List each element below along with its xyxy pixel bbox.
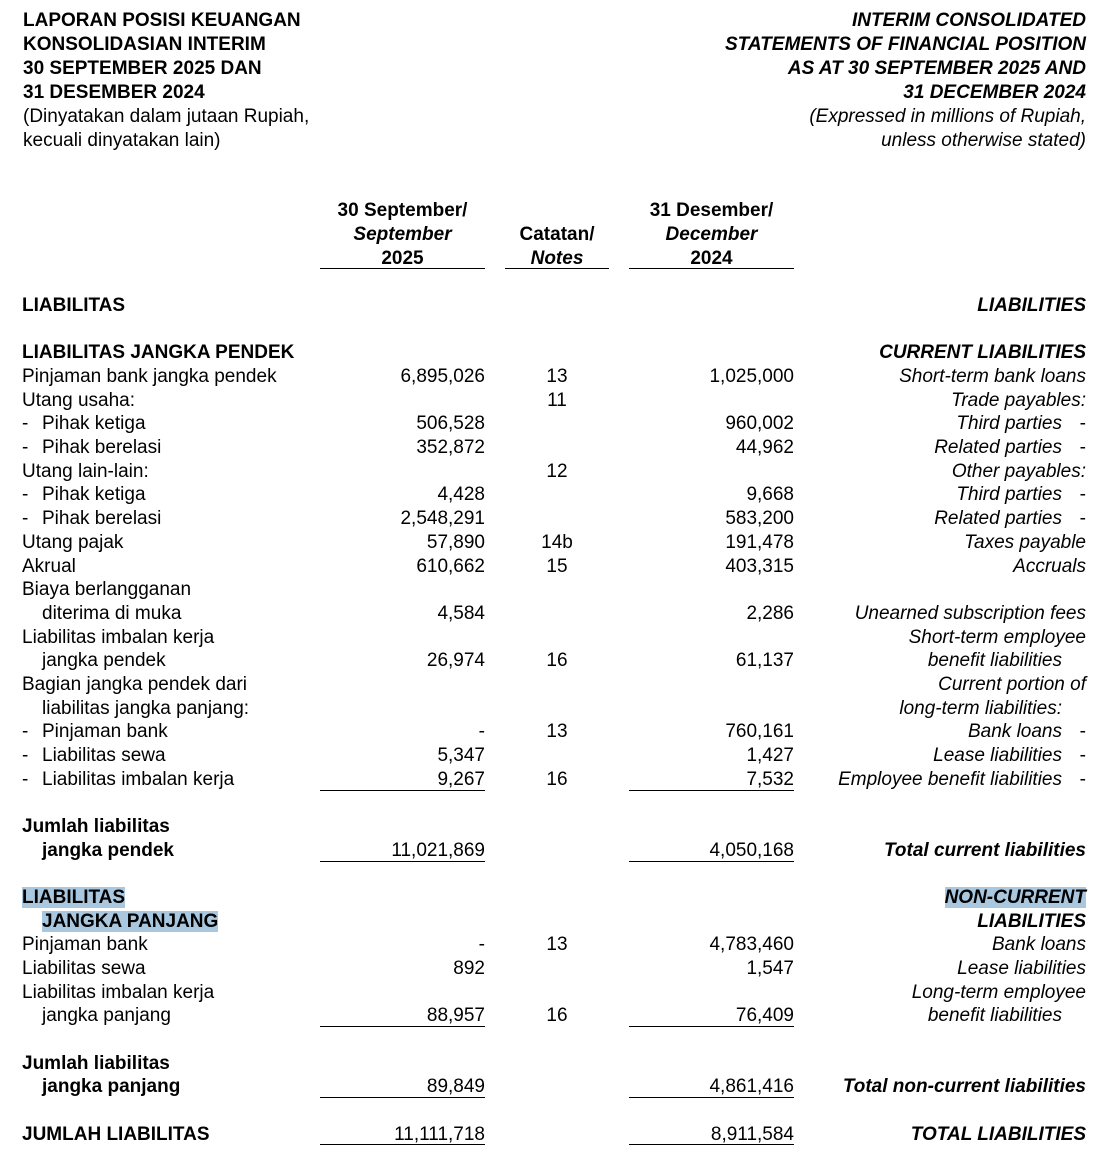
row-label-id: Pihak ketiga (42, 413, 146, 434)
dash-marker: - (1079, 721, 1086, 742)
header-left-title-2: KONSOLIDASIAN INTERIM (23, 34, 266, 55)
section-noncurrent-id-cont (42, 910, 218, 933)
col-2024-header-rule (629, 268, 794, 269)
total-rule-2025 (320, 861, 485, 862)
value-2024: 760,161 (725, 721, 794, 742)
header-right-title-1: INTERIM CONSOLIDATED (852, 10, 1086, 31)
total-rule-2025 (320, 1097, 485, 1098)
dash-marker: - (1079, 437, 1086, 458)
row-label-id: Liabilitas sewa (22, 958, 146, 979)
row-label-en: Related parties (934, 508, 1062, 529)
row-label-en-cont: benefit liabilities (927, 650, 1062, 671)
value-2024: 1,547 (746, 958, 794, 979)
row-label-id: Utang usaha: (22, 390, 136, 411)
row-label-id: Jumlah liabilitas (22, 816, 170, 837)
header-right-note-2: unless otherwise stated) (881, 130, 1086, 151)
row-label-en: Lease liabilities (933, 745, 1062, 766)
row-label-en: Short-term employee (908, 627, 1086, 648)
dash-marker: - (22, 437, 29, 458)
row-label-id: Liabilitas sewa (42, 745, 166, 766)
section-noncurrent-id (22, 886, 125, 909)
col-notes-header-rule (505, 268, 609, 269)
row-label-id-cont: diterima di muka (42, 603, 182, 624)
row-label-id: JUMLAH LIABILITAS (22, 1124, 210, 1145)
subtotal-rule-2025 (320, 1026, 485, 1027)
subtotal-rule-2024 (629, 790, 794, 791)
dash-marker: - (1079, 484, 1086, 505)
col-2025-header-line2: September (353, 224, 452, 245)
dash-marker: - (1079, 413, 1086, 434)
row-label-en-cont: long-term liabilities: (899, 698, 1062, 719)
value-2024: 61,137 (735, 650, 794, 671)
header-right-note-1: (Expressed in millions of Rupiah, (809, 106, 1086, 127)
header-right-title-2: STATEMENTS OF FINANCIAL POSITION (725, 34, 1086, 55)
total-value-2024: 4,861,416 (709, 1076, 794, 1097)
dash-marker: - (22, 484, 29, 505)
row-label-id: Pihak berelasi (42, 508, 162, 529)
subtotal-rule-2024 (629, 1026, 794, 1027)
row-label-en: Long-term employee (911, 982, 1086, 1003)
row-label-id-cont: liabilitas jangka panjang: (42, 698, 250, 719)
grand-total-rule-2024 (629, 1144, 794, 1145)
value-2024: 403,315 (725, 556, 794, 577)
value-2025: 26,974 (426, 650, 485, 671)
total-rule-2024 (629, 1097, 794, 1098)
header-right-title-4: 31 DECEMBER 2024 (903, 82, 1086, 103)
col-2024-header-line1: 31 Desember/ (649, 200, 774, 221)
row-label-en-cont: benefit liabilities (927, 1005, 1062, 1026)
row-label-id: Pinjaman bank jangka pendek (22, 366, 277, 387)
row-label-id-cont: jangka panjang (42, 1076, 181, 1097)
row-label-id: Liabilitas imbalan kerja (22, 982, 215, 1003)
value-2025: 5,347 (437, 745, 485, 766)
value-2025: 9,267 (437, 769, 485, 790)
row-label-id-cont: jangka pendek (42, 650, 166, 671)
value-2025: - (478, 721, 485, 742)
row-label-id: Akrual (22, 556, 76, 577)
value-2025: 892 (453, 958, 485, 979)
row-label-id: Pinjaman bank (22, 934, 148, 955)
row-label-en: Total current liabilities (883, 840, 1086, 861)
dash-marker: - (22, 745, 29, 766)
row-label-id: Liabilitas imbalan kerja (42, 769, 235, 790)
total-value-2025: 11,021,869 (391, 840, 485, 861)
row-label-id: Bagian jangka pendek dari (22, 674, 248, 695)
col-2024-header-line2: December (665, 224, 758, 245)
note-ref: 13 (546, 721, 568, 742)
value-2024: 7,532 (746, 769, 794, 790)
section-current-id: LIABILITAS JANGKA PENDEK (22, 342, 295, 363)
section-liabilities-en: LIABILITIES (977, 295, 1086, 316)
value-2025: 88,957 (426, 1005, 485, 1026)
row-label-en: Bank loans (991, 934, 1086, 955)
note-ref: 11 (547, 390, 567, 411)
section-noncurrent-en (945, 886, 1086, 909)
row-label-en: Third parties (956, 484, 1062, 505)
header-left-title-1: LAPORAN POSISI KEUANGAN (23, 10, 301, 31)
value-2024: 4,783,460 (709, 934, 794, 955)
note-ref: 13 (546, 366, 568, 387)
row-label-id: Utang pajak (22, 532, 124, 553)
value-2025: 6,895,026 (400, 366, 485, 387)
note-ref: 16 (546, 769, 568, 790)
grand-total-rule-2025 (320, 1144, 485, 1145)
col-2025-header-line3: 2025 (381, 248, 424, 269)
row-label-id: Pinjaman bank (42, 721, 168, 742)
section-current-en: CURRENT LIABILITIES (879, 342, 1086, 363)
subtotal-rule-2025 (320, 790, 485, 791)
value-2025: 57,890 (426, 532, 485, 553)
value-2025: 2,548,291 (400, 508, 485, 529)
dash-marker: - (22, 769, 29, 790)
note-ref: 12 (546, 461, 568, 482)
row-label-en: Lease liabilities (957, 958, 1086, 979)
row-label-en: Other payables: (951, 461, 1086, 482)
total-rule-2024 (629, 861, 794, 862)
row-label-en: Taxes payable (964, 532, 1086, 553)
value-2024: 9,668 (746, 484, 794, 505)
header-left-note-2: kecuali dinyatakan lain) (23, 130, 221, 151)
value-2024: 191,478 (725, 532, 794, 553)
value-2024: 76,409 (735, 1005, 794, 1026)
note-ref: 16 (546, 1005, 568, 1026)
header-left-title-3: 30 SEPTEMBER 2025 DAN (23, 58, 262, 79)
dash-marker: - (22, 413, 29, 434)
highlight: JANGKA PANJANG (42, 911, 219, 932)
highlight: NON-CURRENT (944, 887, 1086, 908)
row-label-id: Pihak ketiga (42, 484, 146, 505)
col-2024-header-line3: 2024 (690, 248, 733, 269)
row-label-en: Current portion of (938, 674, 1086, 695)
row-label-en: TOTAL LIABILITIES (910, 1124, 1086, 1145)
header-right-title-3: AS AT 30 SEPTEMBER 2025 AND (787, 58, 1086, 79)
note-ref: 14b (541, 532, 573, 553)
row-label-id-cont: jangka pendek (42, 840, 174, 861)
row-label-id: Pihak berelasi (42, 437, 162, 458)
total-value-2024: 4,050,168 (709, 840, 794, 861)
value-2025: 610,662 (416, 556, 485, 577)
row-label-en: Trade payables: (951, 390, 1086, 411)
grand-total-2025: 11,111,718 (394, 1124, 485, 1145)
row-label-id: Liabilitas imbalan kerja (22, 627, 215, 648)
value-2024: 960,002 (725, 413, 794, 434)
section-noncurrent-en-cont: LIABILITIES (977, 911, 1086, 932)
value-2024: 44,962 (735, 437, 794, 458)
note-ref: 16 (546, 650, 568, 671)
dash-marker: - (1079, 508, 1086, 529)
col-2025-header-rule (320, 268, 485, 269)
row-label-id: Biaya berlangganan (22, 579, 192, 600)
col-notes-header-line1: Catatan/ (519, 224, 595, 245)
row-label-id: Jumlah liabilitas (22, 1053, 170, 1074)
row-label-en: Unearned subscription fees (854, 603, 1086, 624)
total-value-2025: 89,849 (426, 1076, 485, 1097)
note-ref: 13 (546, 934, 568, 955)
row-label-en: Accruals (1013, 556, 1086, 577)
header-left-title-4: 31 DESEMBER 2024 (23, 82, 205, 103)
row-label-id: Utang lain-lain: (22, 461, 149, 482)
col-notes-header-line2: Notes (530, 248, 584, 269)
value-2024: 2,286 (746, 603, 794, 624)
header-left (23, 9, 309, 153)
value-2025: 506,528 (416, 413, 485, 434)
dash-marker: - (22, 508, 29, 529)
value-2025: 4,428 (437, 484, 485, 505)
col-2025-header-line1: 30 September/ (337, 200, 468, 221)
row-label-en: Third parties (956, 413, 1062, 434)
row-label-en: Related parties (934, 437, 1062, 458)
dash-marker: - (1079, 769, 1086, 790)
value-2024: 1,025,000 (709, 366, 794, 387)
note-ref: 15 (546, 556, 568, 577)
row-label-en: Employee benefit liabilities (838, 769, 1062, 790)
header-left-note-1: (Dinyatakan dalam jutaan Rupiah, (23, 106, 310, 127)
header-right (725, 9, 1086, 153)
dash-marker: - (1079, 745, 1086, 766)
row-label-en: Total non-current liabilities (842, 1076, 1086, 1097)
row-label-en: Short-term bank loans (899, 366, 1086, 387)
value-2025: 352,872 (416, 437, 485, 458)
highlight: LIABILITAS (22, 887, 126, 908)
value-2025: 4,584 (437, 603, 485, 624)
row-label-id-cont: jangka panjang (42, 1005, 171, 1026)
value-2025: - (478, 934, 485, 955)
value-2024: 583,200 (725, 508, 794, 529)
row-label-en: Bank loans (967, 721, 1062, 742)
section-liabilities-id: LIABILITAS (22, 295, 126, 316)
dash-marker: - (22, 721, 29, 742)
grand-total-2024: 8,911,584 (710, 1124, 794, 1145)
value-2024: 1,427 (746, 745, 794, 766)
